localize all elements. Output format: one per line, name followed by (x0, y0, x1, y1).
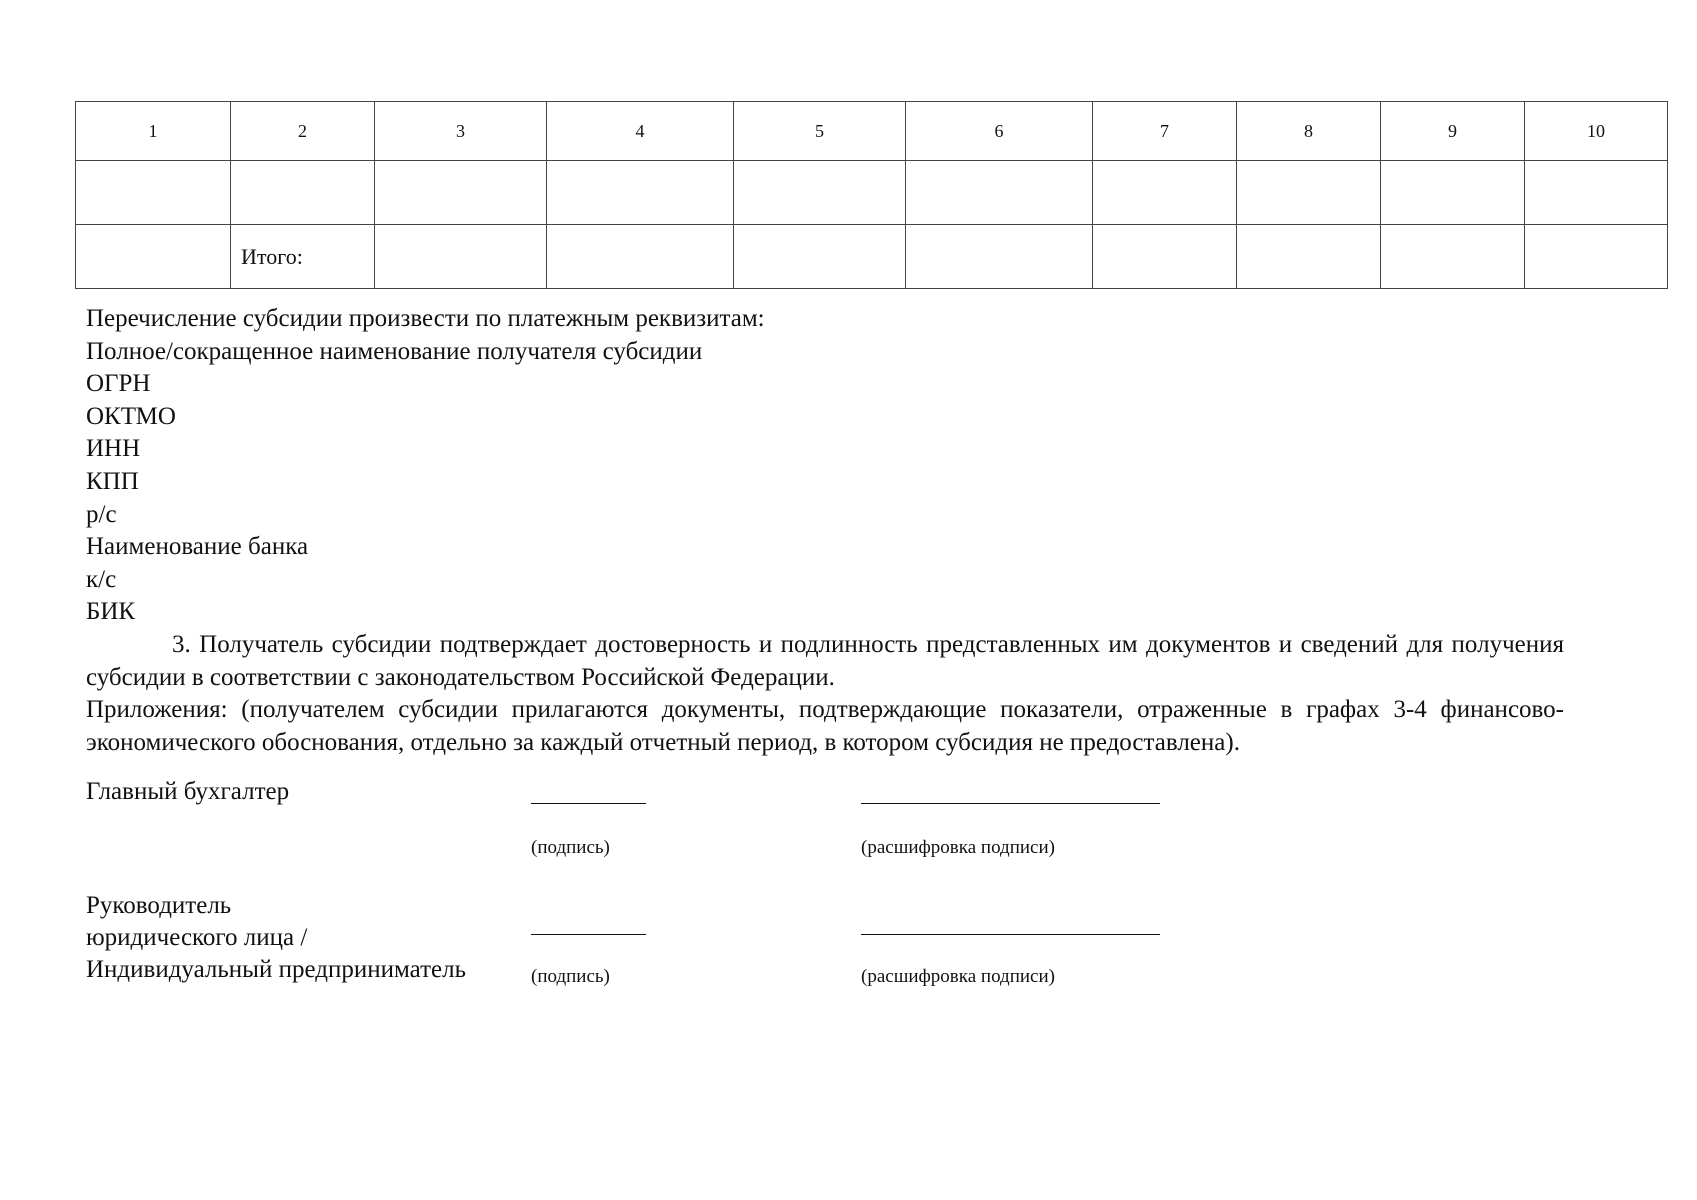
table-cell (734, 161, 906, 225)
column-number: 9 (1381, 102, 1525, 161)
column-number: 5 (734, 102, 906, 161)
table-cell (906, 225, 1093, 289)
total-label: Итого: (231, 225, 375, 289)
column-number: 4 (547, 102, 734, 161)
head-label-line2: юридического лица / (86, 924, 308, 951)
table-row (76, 161, 1668, 225)
accountant-signature-line (531, 803, 646, 804)
oktmo-field: ОКТМО (86, 402, 176, 430)
table-cell (231, 161, 375, 225)
table-cell (76, 225, 231, 289)
table-cell (734, 225, 906, 289)
column-number: 6 (906, 102, 1093, 161)
accountant-decoding-caption: (расшифровка подписи) (861, 837, 1055, 858)
column-number: 10 (1525, 102, 1668, 161)
table-cell (1237, 225, 1381, 289)
table-cell (375, 225, 547, 289)
table-cell (547, 225, 734, 289)
table-total-row (76, 225, 1668, 289)
kpp-field: КПП (86, 467, 139, 495)
column-number: 7 (1093, 102, 1237, 161)
bank-name-field: Наименование банка (86, 533, 309, 561)
inn-field: ИНН (86, 435, 141, 463)
accountant-signature-caption: (подпись) (531, 837, 610, 858)
indicators-table (75, 101, 1668, 289)
table-cell (375, 161, 547, 225)
table-cell (547, 161, 734, 225)
column-number: 2 (231, 102, 375, 161)
bik-field: БИК (86, 598, 136, 626)
table-cell (1381, 161, 1525, 225)
payment-requisites (86, 303, 1564, 759)
head-signature-caption: (подпись) (531, 966, 610, 987)
chief-accountant-label: Главный бухгалтер (86, 778, 290, 805)
table-cell (1525, 225, 1668, 289)
head-decoding-line (861, 934, 1160, 935)
corr-account-field: к/с (86, 565, 117, 593)
accountant-decoding-line (861, 803, 1160, 804)
table-cell (906, 161, 1093, 225)
head-decoding-caption: (расшифровка подписи) (861, 966, 1055, 987)
recipient-name-field: Полное/сокращенное наименование получателя субсидии (86, 337, 703, 365)
requisites-intro: Перечисление субсидии произвести по платежным реквизитам: (86, 305, 765, 332)
table-cell (76, 161, 231, 225)
column-number: 8 (1237, 102, 1381, 161)
head-signature-line (531, 934, 646, 935)
column-number: 3 (375, 102, 547, 161)
head-label-line1: Руководитель (86, 892, 232, 919)
head-label-line3: Индивидуальный предприниматель (86, 956, 466, 983)
table-cell (1093, 225, 1237, 289)
paragraph-3: 3. Получатель субсидии подтверждает достоверность и подлинность представленных им документов и сведений для получения субсидии в соответствии с законодательством Российской Федерации. (86, 630, 1564, 691)
table-cell (1093, 161, 1237, 225)
table-header-row (76, 102, 1668, 161)
ogrn-field: ОГРН (86, 370, 151, 398)
table-cell (1525, 161, 1668, 225)
table-cell (1381, 225, 1525, 289)
attachments-note: Приложения: (получателем субсидии прилагаются документы, подтверждающие показатели, отраженные в графах 3-4 финансово-экономического обоснования, отдельно за каждый отчетный период, в котором субсидия не предоставлена). (86, 696, 1564, 756)
column-number: 1 (76, 102, 231, 161)
table-cell (1237, 161, 1381, 225)
account-field: р/с (86, 500, 117, 528)
